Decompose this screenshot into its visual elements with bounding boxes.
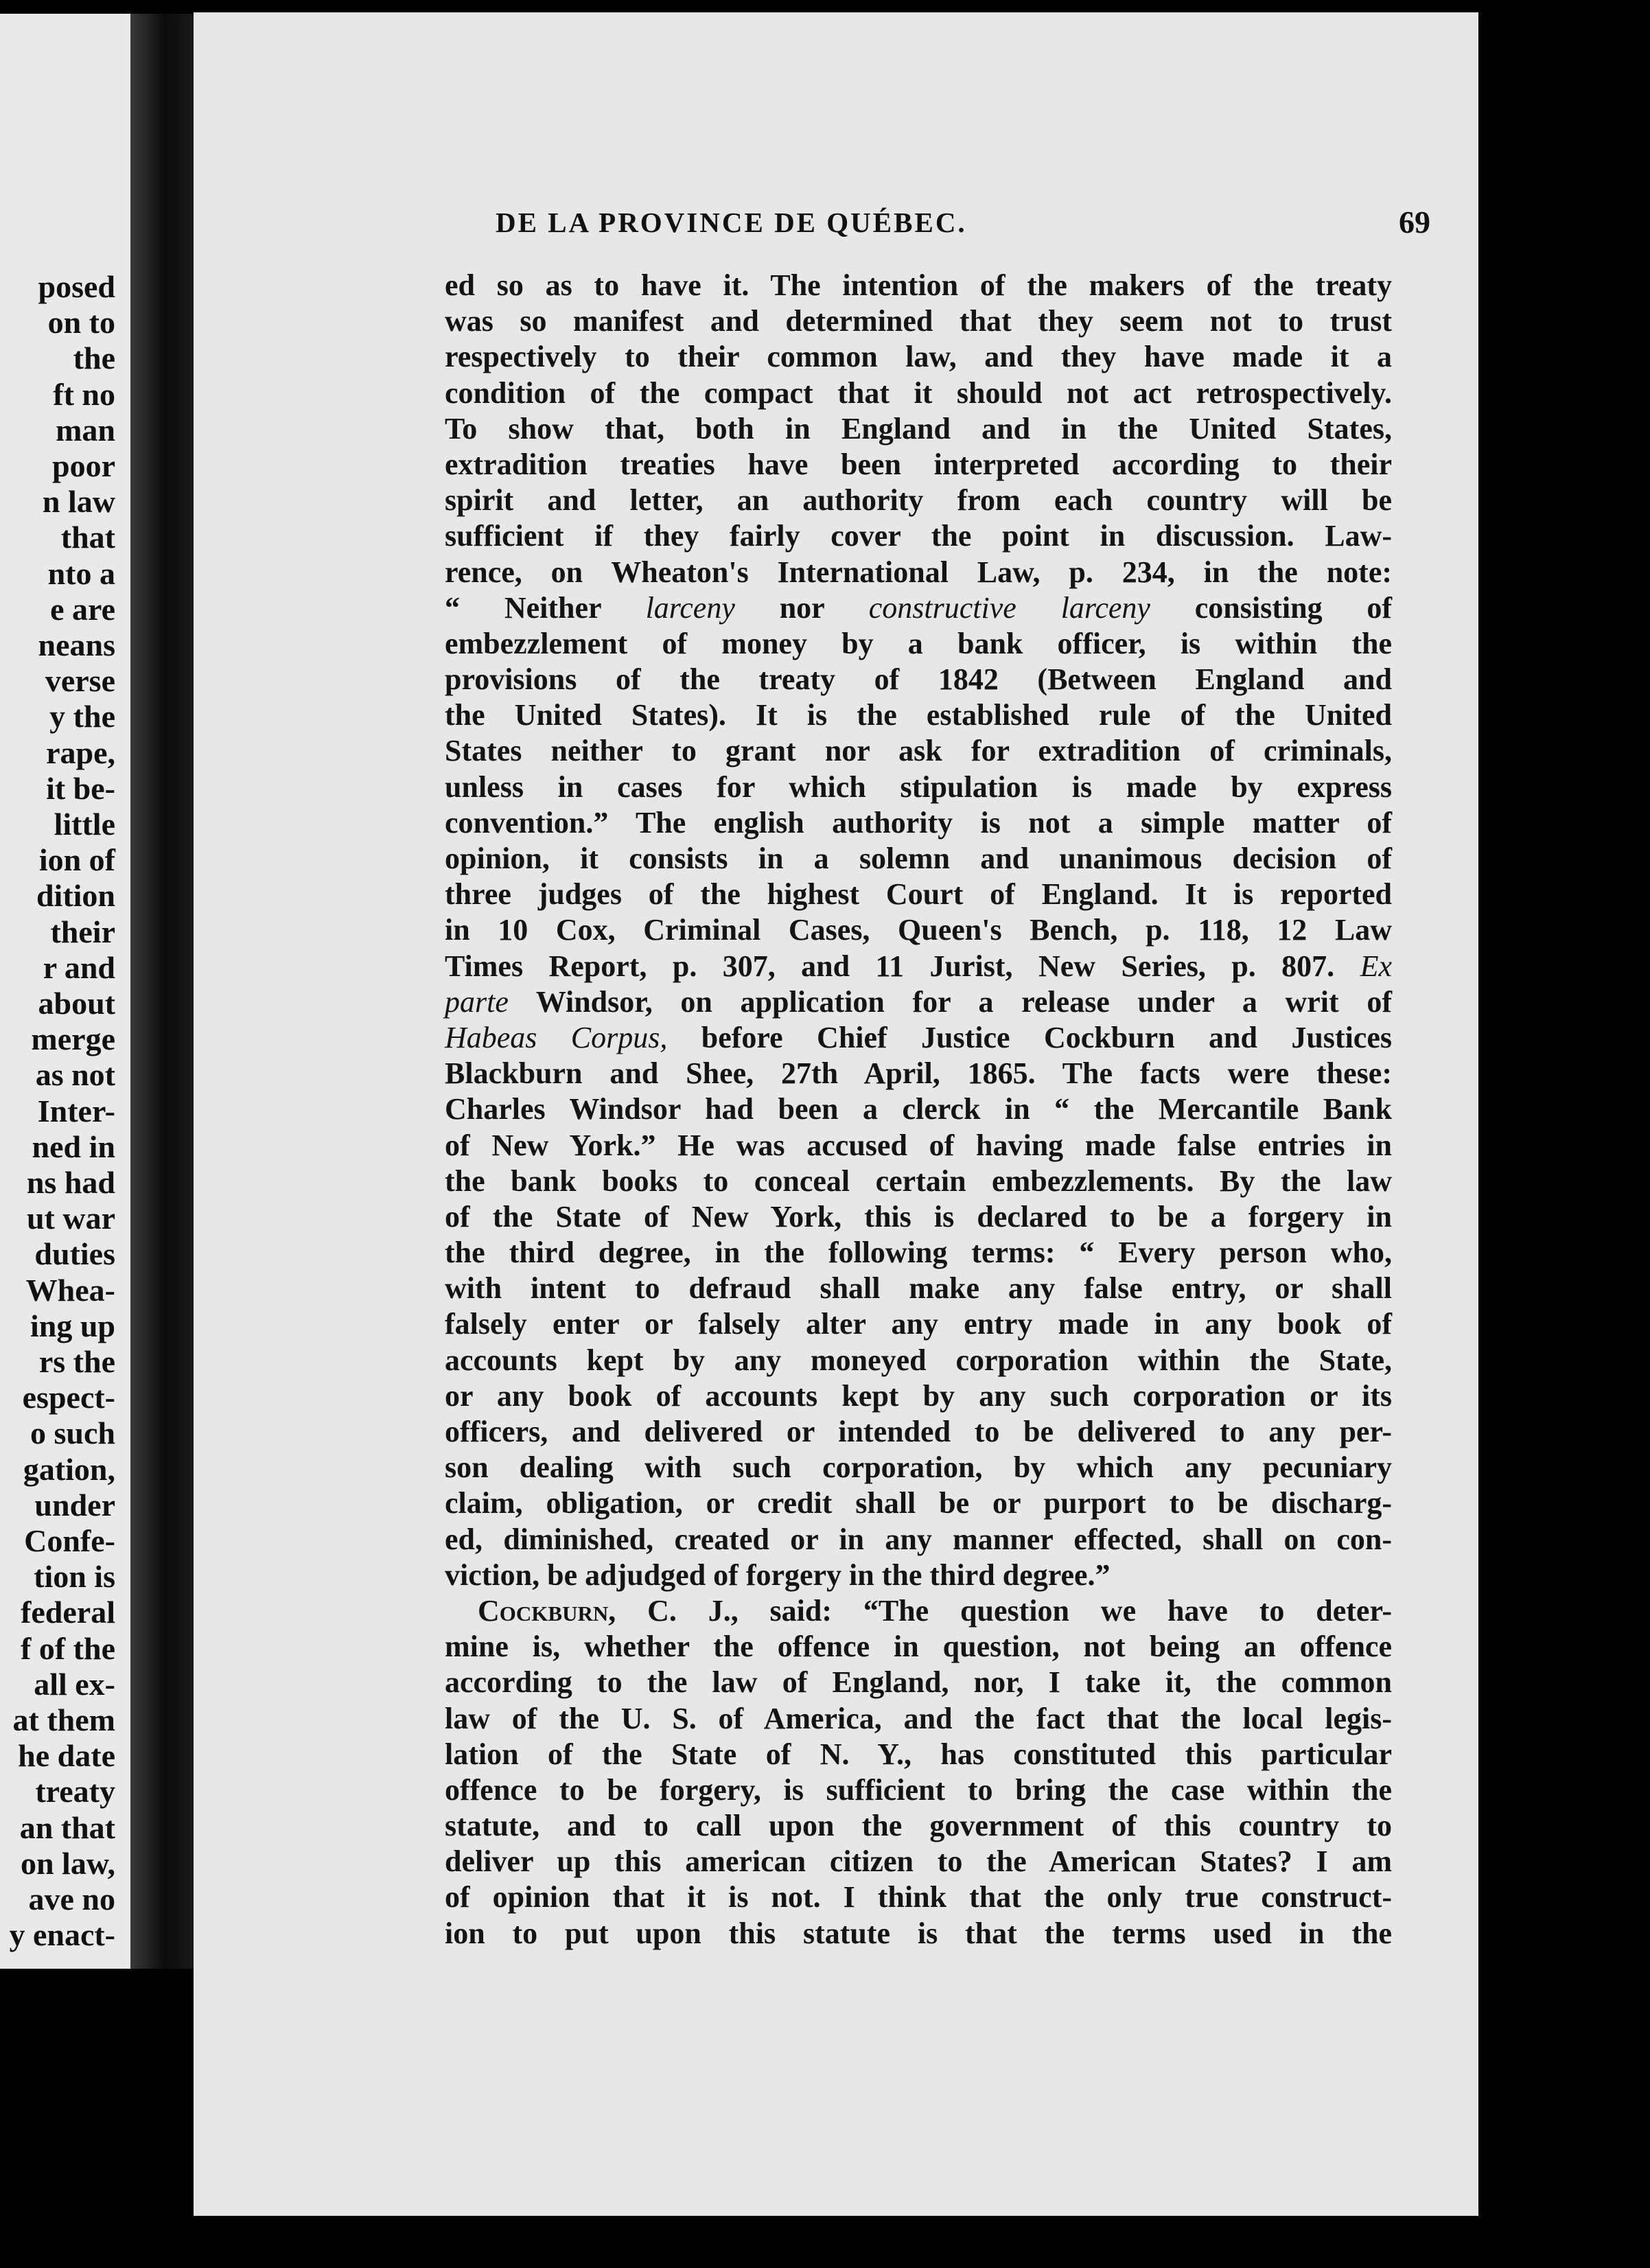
text-line: To show that, both in England and in the United States, (445, 411, 1392, 445)
facing-page-line: Whea- (25, 1272, 115, 1308)
facing-page-line: all ex- (34, 1666, 115, 1702)
facing-page-line: poor (52, 448, 115, 483)
facing-page-line: r and (43, 949, 115, 985)
text-line: offence to be forgery, is sufficient to bring the case within the (445, 1772, 1392, 1807)
facing-page-line: espect- (22, 1380, 115, 1415)
text-line: convention.” The english authority is not a simple matter of (445, 805, 1392, 840)
page-number: 69 (1399, 205, 1430, 240)
text-line: Charles Windsor had been a clerck in “ the Mercantile Bank (445, 1092, 1392, 1126)
text-line: mine is, whether the offence in question, not being an offence (445, 1630, 1392, 1664)
text-segment: consisting of (1194, 590, 1393, 625)
text-line: lation of the State of N. Y., has constituted this particular (445, 1737, 1392, 1771)
facing-page-line: ion of (38, 842, 115, 878)
facing-page-line: n law (42, 484, 115, 520)
facing-page-line: federal (21, 1595, 115, 1630)
facing-page-line: little (54, 807, 115, 842)
text-segment: C. J., said: “The question we have to deter- (647, 1593, 1392, 1628)
text-line: condition of the compact that it should not act retrospectively. (445, 375, 1392, 410)
italic-term: Habeas Corpus, (445, 1020, 668, 1054)
facing-page-line: as not (35, 1057, 115, 1093)
facing-page-line: dition (36, 878, 115, 914)
text-line (445, 590, 1392, 626)
facing-page-line: tion is (34, 1559, 115, 1595)
facing-page-line: gation, (23, 1451, 115, 1487)
text-line: ed, diminished, created or in any manner effected, shall on con- (445, 1522, 1392, 1556)
text-line: claim, obligation, or credit shall be or purport to be discharg- (445, 1486, 1392, 1520)
facing-page-line: neans (38, 627, 115, 662)
facing-page-line: nto a (47, 555, 115, 591)
text-line: ed so as to have it. The intention of the makers of the treaty (445, 268, 1392, 302)
text-line: was so manifest and determined that they seem not to trust (445, 304, 1392, 338)
facing-page-line: ave no (28, 1882, 115, 1917)
text-line: States neither to grant nor ask for extradition of criminals, (445, 734, 1392, 768)
text-line: unless in cases for which stipulation is made by express (445, 769, 1392, 804)
text-line: provisions of the treaty of 1842 (Between England and (445, 662, 1392, 697)
facing-page-line: at them (12, 1702, 115, 1737)
facing-page-line: the (73, 340, 115, 376)
facing-page-line: on law, (20, 1845, 115, 1881)
text-line: spirit and letter, an authority from each country will be (445, 483, 1392, 518)
text-line: sufficient if they fairly cover the point in discussion. Law- (445, 519, 1392, 553)
facing-page-line: that (60, 520, 115, 555)
running-head-title: DE LA PROVINCE DE QUÉBEC. (496, 207, 967, 238)
text-line: with intent to defraud shall make any false entry, or shall (445, 1271, 1392, 1306)
facing-page-line: rs the (38, 1344, 115, 1379)
text-line: viction, be adjudged of forgery in the third degree.” (445, 1558, 1111, 1592)
facing-page-line: under (34, 1487, 115, 1523)
text-line: three judges of the highest Court of England. It is reported (445, 877, 1392, 912)
italic-term: constructive larceny (868, 590, 1150, 625)
text-line: law of the U. S. of America, and the fact that the local legis- (445, 1701, 1392, 1735)
facing-page-line: man (56, 412, 115, 448)
text-segment: nor (779, 590, 824, 625)
facing-page-line: Inter- (37, 1093, 115, 1129)
text-line (445, 984, 1392, 1020)
text-line: falsely enter or falsely alter any entry made in any book of (445, 1307, 1392, 1341)
facing-page-line: on to (47, 305, 115, 340)
facing-page-line: ns had (26, 1165, 115, 1200)
running-head (496, 200, 1430, 244)
text-segment: “ Neither (445, 590, 601, 625)
text-line: the bank books to conceal certain embezzlements. By the law (445, 1164, 1392, 1198)
facing-page-line: ing up (30, 1308, 115, 1343)
text-line: rence, on Wheaton's International Law, p. 234, in the note: (445, 555, 1392, 589)
facing-page-line: e are (50, 591, 115, 627)
facing-page-line: verse (45, 663, 115, 699)
italic-term: parte (445, 984, 509, 1019)
text-line: deliver up this american citizen to the American States? I am (445, 1844, 1392, 1879)
text-line: opinion, it consists in a solemn and unanimous decision of (445, 842, 1392, 875)
facing-page-line: about (38, 986, 115, 1021)
text-segment: before Chief Justice Cockburn and Justices (701, 1020, 1392, 1054)
facing-page-line: ut war (26, 1201, 115, 1236)
text-line: of opinion that it is not. I think that the only true construct- (445, 1880, 1392, 1914)
facing-page-line: it be- (46, 770, 115, 806)
facing-page-line: rape, (46, 734, 115, 770)
text-line: the third degree, in the following terms: “ Every person who, (445, 1236, 1392, 1270)
facing-page-line: y the (49, 699, 115, 734)
text-line (445, 1020, 1392, 1056)
text-line: the United States). It is the established rule of the United (445, 698, 1392, 732)
text-line: extradition treaties have been interpreted according to their (445, 447, 1392, 481)
facing-page-line: he date (18, 1738, 115, 1774)
text-line: or any book of accounts kept by any such corporation or its (445, 1378, 1392, 1413)
facing-page-line: merge (31, 1021, 115, 1057)
italic-term: larceny (645, 590, 735, 625)
facing-page-line: ft no (53, 376, 115, 412)
text-line: son dealing with such corporation, by which any pecuniary (445, 1450, 1392, 1485)
facing-page-line: posed (38, 269, 115, 304)
facing-page-line: ned in (32, 1129, 115, 1164)
speaker-name: Cockburn, (478, 1593, 616, 1628)
facing-page-line: their (50, 914, 115, 949)
text-line: accounts kept by any moneyed corporation within the State, (445, 1343, 1392, 1377)
text-segment: Windsor, on application for a release under a writ of (535, 984, 1392, 1019)
body-text (445, 268, 1392, 1952)
text-line (445, 949, 1392, 984)
facing-page-line: f of the (21, 1630, 115, 1666)
facing-page-line: treaty (35, 1774, 115, 1809)
text-line: embezzlement of money by a bank officer, is within the (445, 626, 1392, 660)
text-line: of the State of New York, this is declared to be a forgery in (445, 1199, 1392, 1234)
text-line: ion to put upon this statute is that the terms used in the (445, 1916, 1392, 1950)
text-line: officers, and delivered or intended to be delivered to any per- (445, 1415, 1392, 1448)
facing-page-line: Confe- (24, 1523, 115, 1558)
facing-page-line: y enact- (9, 1917, 115, 1953)
book-gutter (130, 14, 194, 1969)
text-line (445, 1593, 1392, 1629)
text-line: in 10 Cox, Criminal Cases, Queen's Bench, p. 118, 12 Law (445, 913, 1392, 947)
text-line: of New York.” He was accused of having made false entries in (445, 1128, 1392, 1162)
text-line: respectively to their common law, and they have made it a (445, 340, 1392, 374)
book-page (194, 12, 1478, 2216)
text-line: statute, and to call upon the government of this country to (445, 1809, 1392, 1843)
facing-page-line: an that (19, 1809, 115, 1845)
text-segment: Times Report, p. 307, and 11 Jurist, New Series, p. 807. (445, 949, 1335, 983)
facing-page-line: duties (34, 1236, 115, 1272)
text-line: according to the law of England, nor, I take it, the common (445, 1665, 1392, 1700)
italic-term: Ex (1360, 949, 1392, 983)
text-line: Blackburn and Shee, 27th April, 1865. The facts were these: (445, 1056, 1392, 1091)
facing-page-line: o such (30, 1415, 115, 1451)
